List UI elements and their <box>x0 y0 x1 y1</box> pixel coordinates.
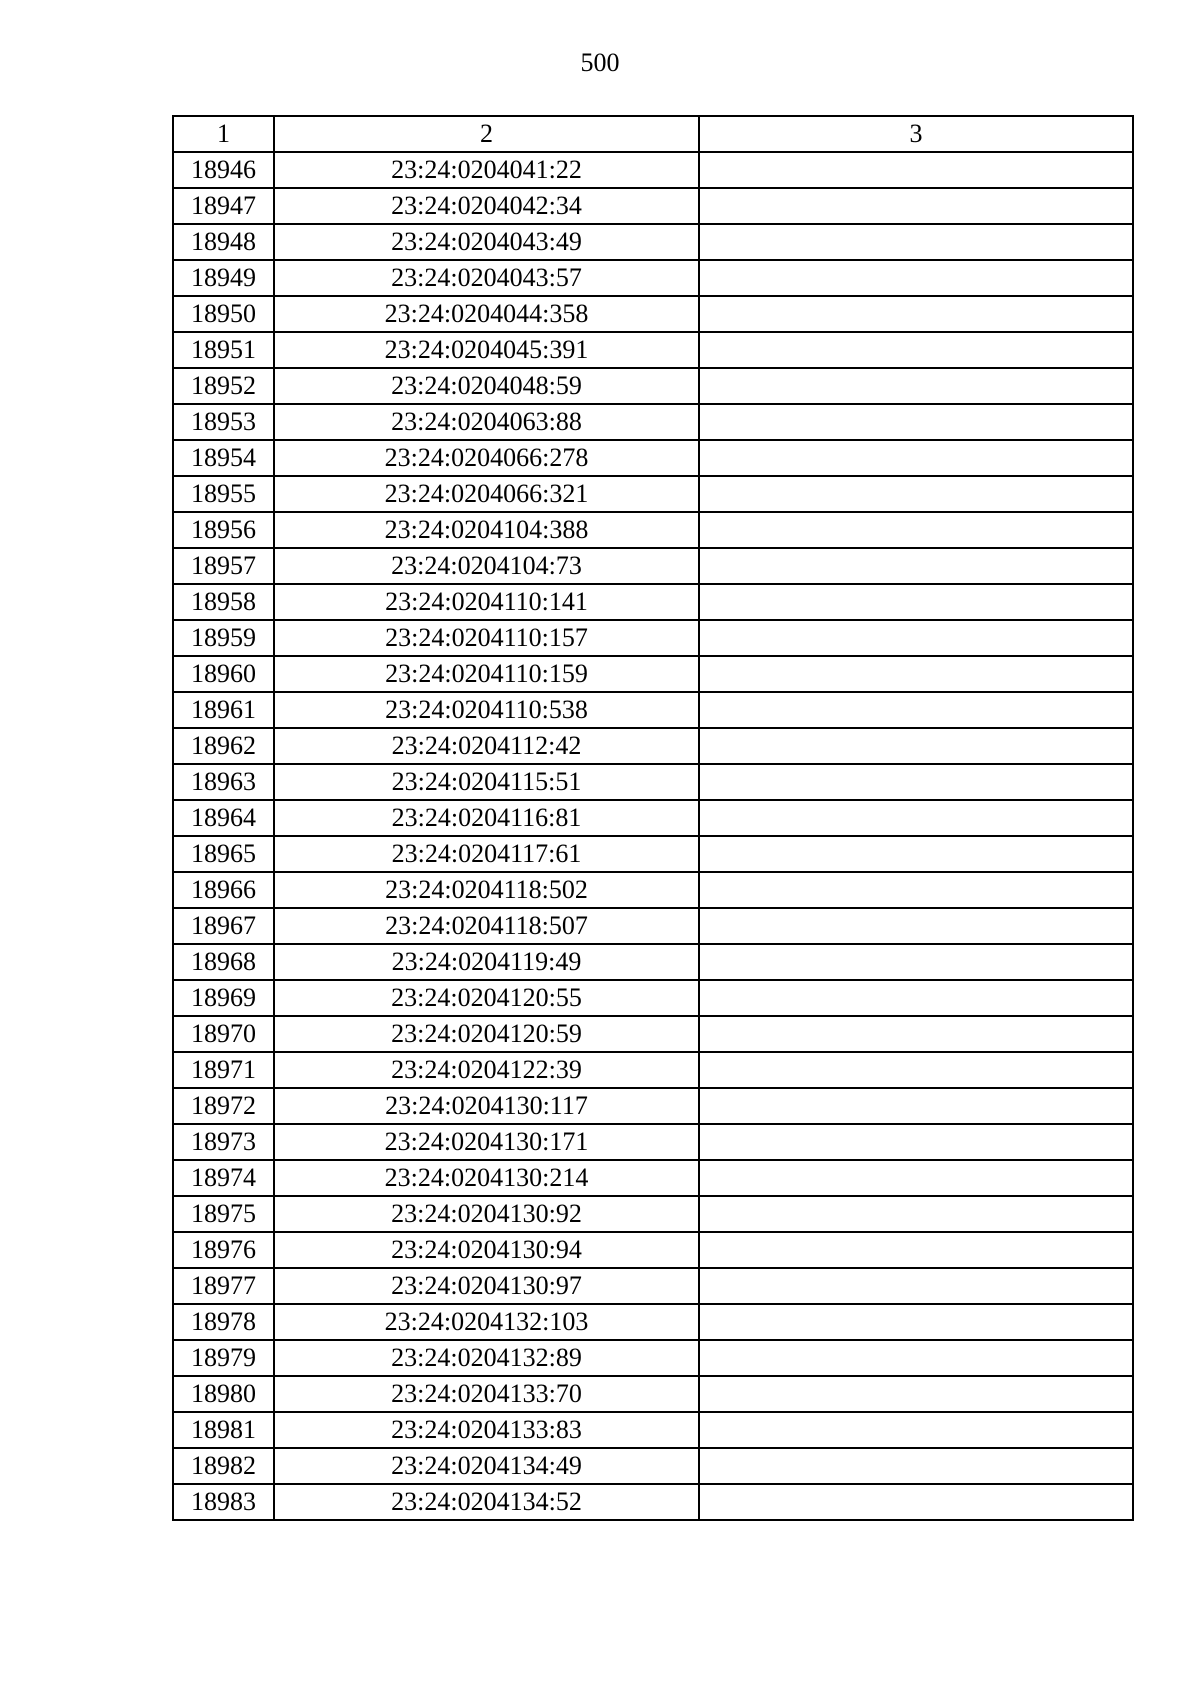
cadastral-number-cell: 23:24:0204130:97 <box>274 1268 699 1304</box>
notes-cell <box>699 872 1133 908</box>
cadastral-number-cell: 23:24:0204115:51 <box>274 764 699 800</box>
notes-cell <box>699 440 1133 476</box>
cadastral-number-cell: 23:24:0204104:388 <box>274 512 699 548</box>
column-header-3: 3 <box>699 116 1133 152</box>
table-row <box>173 656 1133 692</box>
notes-cell <box>699 224 1133 260</box>
table-row <box>173 872 1133 908</box>
notes-cell <box>699 1304 1133 1340</box>
cadastral-number-cell: 23:24:0204110:141 <box>274 584 699 620</box>
notes-cell <box>699 692 1133 728</box>
notes-cell <box>699 980 1133 1016</box>
notes-cell <box>699 476 1133 512</box>
row-number-cell: 18953 <box>173 404 274 440</box>
notes-cell <box>699 332 1133 368</box>
notes-cell <box>699 656 1133 692</box>
notes-cell <box>699 728 1133 764</box>
table-row <box>173 1124 1133 1160</box>
cadastral-number-cell: 23:24:0204041:22 <box>274 152 699 188</box>
row-number-cell: 18967 <box>173 908 274 944</box>
row-number-cell: 18970 <box>173 1016 274 1052</box>
cadastral-number-cell: 23:24:0204042:34 <box>274 188 699 224</box>
row-number-cell: 18965 <box>173 836 274 872</box>
notes-cell <box>699 1016 1133 1052</box>
row-number-cell: 18977 <box>173 1268 274 1304</box>
row-number-cell: 18949 <box>173 260 274 296</box>
cadastral-number-cell: 23:24:0204134:49 <box>274 1448 699 1484</box>
cadastral-number-cell: 23:24:0204133:83 <box>274 1412 699 1448</box>
notes-cell <box>699 296 1133 332</box>
notes-cell <box>699 764 1133 800</box>
table-row <box>173 764 1133 800</box>
row-number-cell: 18962 <box>173 728 274 764</box>
table-row <box>173 296 1133 332</box>
notes-cell <box>699 1340 1133 1376</box>
table-row <box>173 620 1133 656</box>
table-row <box>173 1448 1133 1484</box>
cadastral-number-cell: 23:24:0204117:61 <box>274 836 699 872</box>
cadastral-number-cell: 23:24:0204130:214 <box>274 1160 699 1196</box>
table-row <box>173 224 1133 260</box>
row-number-cell: 18976 <box>173 1232 274 1268</box>
table-row <box>173 800 1133 836</box>
table-row <box>173 260 1133 296</box>
table-row <box>173 980 1133 1016</box>
cadastral-number-cell: 23:24:0204110:538 <box>274 692 699 728</box>
notes-cell <box>699 800 1133 836</box>
cadastral-number-cell: 23:24:0204130:94 <box>274 1232 699 1268</box>
table-row <box>173 1160 1133 1196</box>
notes-cell <box>699 908 1133 944</box>
row-number-cell: 18955 <box>173 476 274 512</box>
row-number-cell: 18946 <box>173 152 274 188</box>
table-row <box>173 1412 1133 1448</box>
cadastral-number-cell: 23:24:0204130:171 <box>274 1124 699 1160</box>
notes-cell <box>699 1484 1133 1520</box>
row-number-cell: 18975 <box>173 1196 274 1232</box>
cadastral-number-cell: 23:24:0204044:358 <box>274 296 699 332</box>
table-row <box>173 1232 1133 1268</box>
cadastral-number-cell: 23:24:0204110:159 <box>274 656 699 692</box>
cadastral-number-cell: 23:24:0204043:49 <box>274 224 699 260</box>
table-row <box>173 332 1133 368</box>
table-row <box>173 440 1133 476</box>
table-row <box>173 548 1133 584</box>
cadastral-number-cell: 23:24:0204110:157 <box>274 620 699 656</box>
table-row <box>173 692 1133 728</box>
table-row <box>173 728 1133 764</box>
row-number-cell: 18964 <box>173 800 274 836</box>
cadastral-number-cell: 23:24:0204043:57 <box>274 260 699 296</box>
table-row <box>173 476 1133 512</box>
table-row <box>173 836 1133 872</box>
table-row <box>173 152 1133 188</box>
row-number-cell: 18948 <box>173 224 274 260</box>
notes-cell <box>699 512 1133 548</box>
page-number: 500 <box>580 48 620 77</box>
row-number-cell: 18956 <box>173 512 274 548</box>
notes-cell <box>699 260 1133 296</box>
row-number-cell: 18968 <box>173 944 274 980</box>
notes-cell <box>699 836 1133 872</box>
row-number-cell: 18973 <box>173 1124 274 1160</box>
row-number-cell: 18974 <box>173 1160 274 1196</box>
cadastral-number-cell: 23:24:0204122:39 <box>274 1052 699 1088</box>
cadastral-number-cell: 23:24:0204116:81 <box>274 800 699 836</box>
table-row <box>173 584 1133 620</box>
table-row <box>173 1016 1133 1052</box>
cadastral-number-cell: 23:24:0204104:73 <box>274 548 699 584</box>
table-row <box>173 188 1133 224</box>
table-row <box>173 908 1133 944</box>
table-row <box>173 1340 1133 1376</box>
cadastral-number-cell: 23:24:0204119:49 <box>274 944 699 980</box>
table-row <box>173 1304 1133 1340</box>
row-number-cell: 18950 <box>173 296 274 332</box>
table-body <box>173 152 1133 1520</box>
row-number-cell: 18957 <box>173 548 274 584</box>
notes-cell <box>699 1196 1133 1232</box>
cadastral-number-cell: 23:24:0204048:59 <box>274 368 699 404</box>
row-number-cell: 18979 <box>173 1340 274 1376</box>
cadastral-number-cell: 23:24:0204132:89 <box>274 1340 699 1376</box>
row-number-cell: 18951 <box>173 332 274 368</box>
table-row <box>173 404 1133 440</box>
cadastral-number-table <box>172 115 1134 1521</box>
row-number-cell: 18978 <box>173 1304 274 1340</box>
row-number-cell: 18958 <box>173 584 274 620</box>
cadastral-number-cell: 23:24:0204130:92 <box>274 1196 699 1232</box>
cadastral-number-cell: 23:24:0204130:117 <box>274 1088 699 1124</box>
notes-cell <box>699 1268 1133 1304</box>
table-row <box>173 1088 1133 1124</box>
cadastral-number-cell: 23:24:0204066:321 <box>274 476 699 512</box>
row-number-cell: 18961 <box>173 692 274 728</box>
notes-cell <box>699 548 1133 584</box>
row-number-cell: 18981 <box>173 1412 274 1448</box>
cadastral-number-cell: 23:24:0204112:42 <box>274 728 699 764</box>
notes-cell <box>699 1232 1133 1268</box>
row-number-cell: 18947 <box>173 188 274 224</box>
notes-cell <box>699 1088 1133 1124</box>
cadastral-number-cell: 23:24:0204118:502 <box>274 872 699 908</box>
notes-cell <box>699 944 1133 980</box>
column-header-2: 2 <box>274 116 699 152</box>
notes-cell <box>699 1376 1133 1412</box>
notes-cell <box>699 1124 1133 1160</box>
row-number-cell: 18952 <box>173 368 274 404</box>
row-number-cell: 18960 <box>173 656 274 692</box>
table-row <box>173 1268 1133 1304</box>
notes-cell <box>699 1160 1133 1196</box>
row-number-cell: 18980 <box>173 1376 274 1412</box>
cadastral-number-cell: 23:24:0204066:278 <box>274 440 699 476</box>
cadastral-number-cell: 23:24:0204120:59 <box>274 1016 699 1052</box>
row-number-cell: 18971 <box>173 1052 274 1088</box>
cadastral-number-cell: 23:24:0204134:52 <box>274 1484 699 1520</box>
cadastral-number-cell: 23:24:0204132:103 <box>274 1304 699 1340</box>
notes-cell <box>699 584 1133 620</box>
cadastral-number-cell: 23:24:0204045:391 <box>274 332 699 368</box>
table-header <box>173 116 1133 152</box>
notes-cell <box>699 1052 1133 1088</box>
row-number-cell: 18959 <box>173 620 274 656</box>
row-number-cell: 18963 <box>173 764 274 800</box>
table-row <box>173 1052 1133 1088</box>
table-row <box>173 1376 1133 1412</box>
notes-cell <box>699 1412 1133 1448</box>
table-row <box>173 368 1133 404</box>
notes-cell <box>699 620 1133 656</box>
row-number-cell: 18983 <box>173 1484 274 1520</box>
row-number-cell: 18954 <box>173 440 274 476</box>
cadastral-number-cell: 23:24:0204118:507 <box>274 908 699 944</box>
notes-cell <box>699 368 1133 404</box>
cadastral-number-cell: 23:24:0204063:88 <box>274 404 699 440</box>
row-number-cell: 18972 <box>173 1088 274 1124</box>
notes-cell <box>699 1448 1133 1484</box>
notes-cell <box>699 404 1133 440</box>
table-row <box>173 944 1133 980</box>
table-row <box>173 1196 1133 1232</box>
column-header-1: 1 <box>173 116 274 152</box>
notes-cell <box>699 188 1133 224</box>
table-row <box>173 1484 1133 1520</box>
row-number-cell: 18982 <box>173 1448 274 1484</box>
row-number-cell: 18966 <box>173 872 274 908</box>
row-number-cell: 18969 <box>173 980 274 1016</box>
header-row <box>173 116 1133 152</box>
cadastral-number-cell: 23:24:0204133:70 <box>274 1376 699 1412</box>
cadastral-number-cell: 23:24:0204120:55 <box>274 980 699 1016</box>
table-row <box>173 512 1133 548</box>
notes-cell <box>699 152 1133 188</box>
